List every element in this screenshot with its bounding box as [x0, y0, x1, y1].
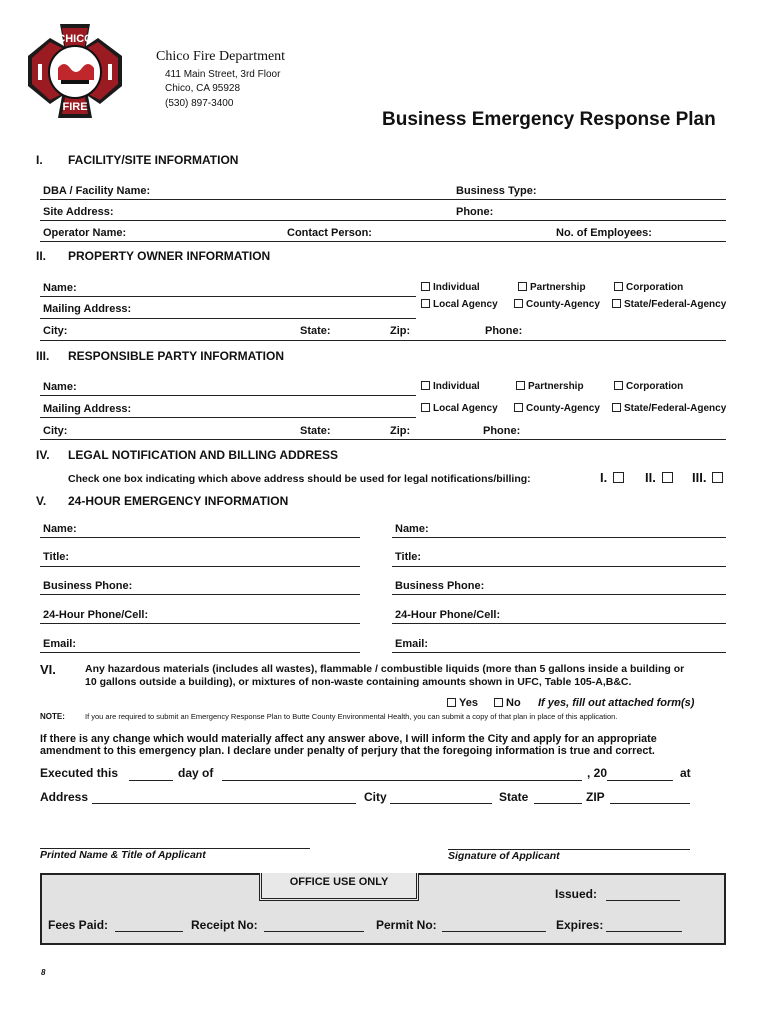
resp-state-label: State:: [300, 425, 331, 437]
checkbox-icon: [421, 282, 430, 291]
owner-opt-local[interactable]: Local Agency: [421, 299, 498, 310]
section2-title: PROPERTY OWNER INFORMATION: [68, 249, 271, 263]
note-label: NOTE:: [40, 712, 65, 721]
permit-label: Permit No:: [376, 918, 437, 932]
resp-opt-individual[interactable]: Individual: [421, 381, 480, 392]
emerg-right-email-line[interactable]: [392, 652, 726, 653]
address-label: Address: [40, 790, 89, 804]
resp-opt-partnership[interactable]: Partnership: [516, 381, 584, 392]
section1-num: I.: [36, 153, 43, 167]
checkbox-icon: [612, 299, 621, 308]
checkbox-icon: [613, 472, 624, 483]
address-line[interactable]: [92, 803, 356, 804]
resp-mailing-label: Mailing Address:: [43, 403, 132, 415]
owner-phone-label: Phone:: [485, 325, 523, 337]
emerg-right-bizphone: Business Phone:: [395, 580, 485, 592]
permit-line[interactable]: [442, 931, 546, 932]
emerg-left-name: Name:: [43, 523, 77, 535]
owner-state-label: State:: [300, 325, 331, 337]
logo-top-text: CHICO: [57, 33, 93, 45]
logo-bottom-text: FIRE: [62, 101, 88, 113]
section6-num: VI.: [40, 662, 56, 677]
executed-at: at: [680, 766, 691, 780]
owner-mailing-label: Mailing Address:: [43, 303, 132, 315]
checkbox-icon: [614, 381, 623, 390]
resp-opt-county[interactable]: County-Agency: [514, 403, 600, 414]
executed-day-line[interactable]: [129, 780, 173, 781]
emerg-left-24h: 24-Hour Phone/Cell:: [43, 609, 149, 621]
hazmat-if-yes: If yes, fill out attached form(s): [538, 697, 695, 709]
section4-num: IV.: [36, 448, 50, 462]
legal-choice-2[interactable]: II.: [645, 470, 673, 485]
section3-num: III.: [36, 349, 50, 363]
owner-opt-partnership[interactable]: Partnership: [518, 282, 586, 293]
receipt-label: Receipt No:: [191, 918, 258, 932]
checkbox-icon: [662, 472, 673, 483]
emerg-left-title-line[interactable]: [40, 566, 360, 567]
expires-line[interactable]: [606, 931, 682, 932]
emerg-right-name: Name:: [395, 523, 429, 535]
page-title: Business Emergency Response Plan: [382, 109, 716, 130]
owner-opt-corporation[interactable]: Corporation: [614, 282, 683, 293]
emerg-right-title-line[interactable]: [392, 566, 726, 567]
resp-opt-corporation[interactable]: Corporation: [614, 381, 683, 392]
dept-address2: Chico, CA 95928: [165, 83, 241, 94]
owner-opt-state-federal[interactable]: State/Federal-Agency: [612, 299, 726, 310]
emerg-right-24h: 24-Hour Phone/Cell:: [395, 609, 501, 621]
owner-zip-label: Zip:: [390, 325, 411, 337]
office-use-title: OFFICE USE ONLY: [289, 876, 389, 888]
section4-title: LEGAL NOTIFICATION AND BILLING ADDRESS: [68, 448, 338, 462]
business-type-label: Business Type:: [456, 185, 537, 197]
resp-zip-label: Zip:: [390, 425, 411, 437]
resp-phone-label: Phone:: [483, 425, 521, 437]
hazmat-no[interactable]: No: [494, 697, 521, 709]
section3-title: RESPONSIBLE PARTY INFORMATION: [68, 349, 285, 363]
resp-city-label: City:: [43, 425, 68, 437]
owner-opt-individual[interactable]: Individual: [421, 282, 480, 293]
employees-label: No. of Employees:: [556, 227, 652, 239]
printed-name-label: Printed Name & Title of Applicant: [40, 849, 206, 861]
emerg-right-name-line[interactable]: [392, 537, 726, 538]
resp-opt-state-federal[interactable]: State/Federal-Agency: [612, 403, 726, 414]
comma-20: , 20: [587, 766, 608, 780]
page-number: 8: [41, 968, 46, 977]
resp-name-label: Name:: [43, 381, 77, 393]
emerg-right-bizphone-line[interactable]: [392, 594, 726, 595]
emerg-left-24h-line[interactable]: [40, 623, 360, 624]
dept-address1: 411 Main Street, 3rd Floor: [165, 69, 281, 80]
phone-label: Phone:: [456, 206, 494, 218]
emerg-left-email: Email:: [43, 638, 77, 650]
note-text: If you are required to submit an Emergency Response Plan to Butte County Environmental Health, you can submit a copy of that plan in place of this application.: [85, 712, 618, 721]
checkbox-icon: [612, 403, 621, 412]
owner-city-label: City:: [43, 325, 68, 337]
dept-phone: (530) 897-3400: [165, 98, 234, 109]
executed-year-line[interactable]: [607, 780, 673, 781]
emerg-left-email-line[interactable]: [40, 652, 360, 653]
state-label: State: [499, 790, 529, 804]
section2-num: II.: [36, 249, 47, 263]
checkbox-icon: [447, 698, 456, 707]
section5-title: 24-HOUR EMERGENCY INFORMATION: [68, 494, 289, 508]
day-of: day of: [178, 766, 214, 780]
section6-text1: Any hazardous materials (includes all wastes), flammable / combustible liquids (more than 5 gallons inside a building or: [85, 663, 685, 675]
resp-mailing-line[interactable]: [40, 417, 416, 418]
city-line[interactable]: [390, 803, 492, 804]
dba-label: DBA / Facility Name:: [43, 185, 151, 197]
operator-line[interactable]: [40, 241, 726, 242]
emerg-right-24h-line[interactable]: [392, 623, 726, 624]
dept-name: Chico Fire Department: [156, 49, 286, 64]
issued-label: Issued:: [555, 887, 598, 901]
checkbox-icon: [514, 403, 523, 412]
emerg-right-email: Email:: [395, 638, 429, 650]
city-label: City: [364, 790, 387, 804]
checkbox-icon: [712, 472, 723, 483]
site-address-line[interactable]: [40, 220, 726, 221]
resp-opt-local[interactable]: Local Agency: [421, 403, 498, 414]
owner-city-line[interactable]: [40, 340, 726, 341]
resp-city-line[interactable]: [40, 439, 726, 440]
fees-line[interactable]: [115, 931, 183, 932]
owner-name-line[interactable]: [40, 296, 416, 297]
zip-line[interactable]: [610, 803, 690, 804]
executed-month-line[interactable]: [222, 780, 582, 781]
hazmat-yes[interactable]: Yes: [447, 697, 478, 709]
checkbox-icon: [518, 282, 527, 291]
checkbox-icon: [421, 381, 430, 390]
checkbox-icon: [494, 698, 503, 707]
owner-name-label: Name:: [43, 282, 77, 294]
checkbox-icon: [614, 282, 623, 291]
section5-num: V.: [36, 494, 47, 508]
contact-label: Contact Person:: [287, 227, 372, 239]
legal-choice-1[interactable]: I.: [600, 470, 624, 485]
section6-text2: 10 gallons outside a building), or mixtures of non-waste containing amounts shown in UFC, Table 105-A,B&C.: [85, 676, 632, 688]
dba-line[interactable]: [40, 199, 726, 200]
legal-choice-3[interactable]: III.: [692, 470, 723, 485]
owner-mailing-line[interactable]: [40, 318, 416, 319]
zip-label: ZIP: [586, 790, 605, 804]
receipt-line[interactable]: [264, 931, 364, 932]
signature-label: Signature of Applicant: [448, 850, 560, 862]
checkbox-icon: [516, 381, 525, 390]
state-line[interactable]: [534, 803, 582, 804]
emerg-right-title: Title:: [395, 551, 422, 563]
checkbox-icon: [421, 403, 430, 412]
emerg-left-name-line[interactable]: [40, 537, 360, 538]
operator-label: Operator Name:: [43, 227, 127, 239]
issued-line[interactable]: [606, 900, 680, 901]
emerg-left-title: Title:: [43, 551, 70, 563]
owner-opt-county[interactable]: County-Agency: [514, 299, 600, 310]
section1-title: FACILITY/SITE INFORMATION: [68, 153, 239, 167]
checkbox-icon: [514, 299, 523, 308]
chico-fire-logo: [26, 22, 124, 120]
resp-name-line[interactable]: [40, 395, 416, 396]
fees-label: Fees Paid:: [48, 918, 109, 932]
section4-text: Check one box indicating which above address should be used for legal notifications/billing:: [68, 473, 531, 485]
declaration-line1: If there is any change which would materially affect any answer above, I will inform the City and apply for an appropriate: [40, 733, 657, 745]
emerg-left-bizphone-line[interactable]: [40, 594, 360, 595]
emerg-left-bizphone: Business Phone:: [43, 580, 133, 592]
expires-label: Expires:: [556, 918, 604, 932]
declaration-line2: amendment to this emergency plan. I declare under penalty of perjury that the foregoing information is true and correct.: [40, 745, 655, 757]
checkbox-icon: [421, 299, 430, 308]
site-address-label: Site Address:: [43, 206, 114, 218]
executed-this: Executed this: [40, 766, 119, 780]
